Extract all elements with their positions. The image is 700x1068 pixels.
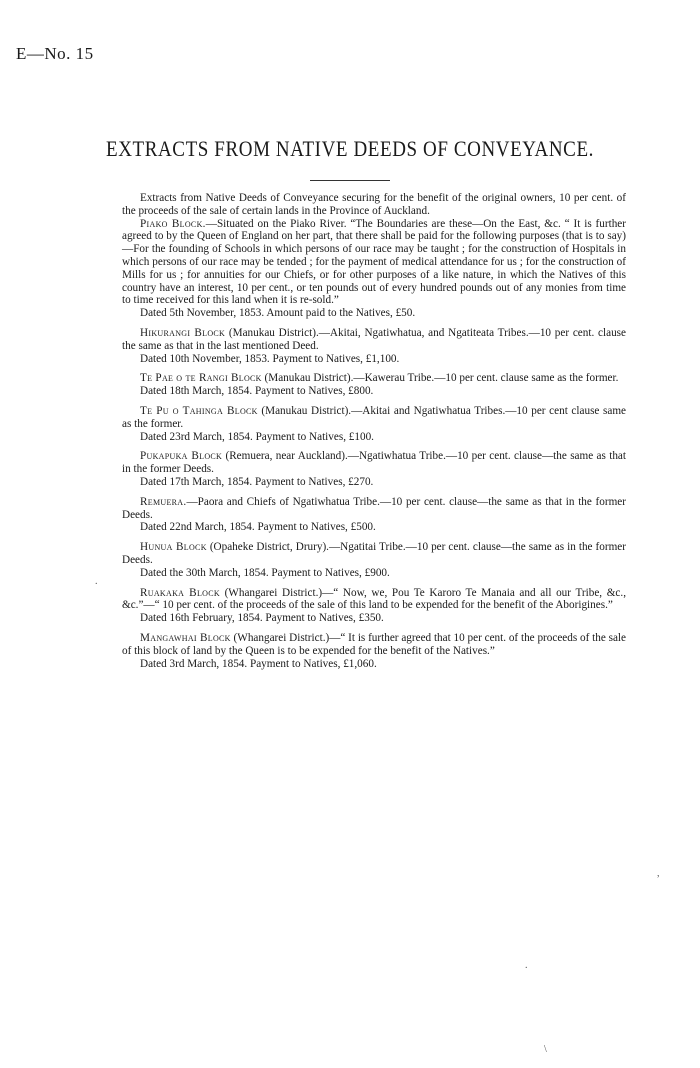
deed-entry: [122, 450, 626, 488]
deed-description: —Paora and Chiefs of Ngatiwhatua Tribe.—10 per cent. clause—the same as that in the former Deeds.: [122, 495, 626, 521]
deed-description: (Remuera, near Auckland).—Ngatiwhatua Tribe.—10 per cent. clause—the same as that in the former Deeds.: [122, 450, 626, 476]
document-body: [122, 192, 626, 677]
block-name: Pukapuka Block: [140, 450, 223, 463]
scan-speck: .: [95, 576, 98, 587]
deed-entries: [122, 218, 626, 671]
deed-entry: [122, 372, 626, 398]
deed-entry-text: [122, 372, 626, 385]
block-name: Te Pae o te Rangi Block: [140, 372, 262, 385]
deed-description: (Opaheke District, Drury).—Ngatitai Tribe.—10 per cent. clause—the same as in the former Deeds.: [122, 541, 626, 566]
deed-entry: [122, 496, 626, 534]
block-name: Hikurangi Block: [140, 326, 226, 339]
deed-entry: [122, 632, 626, 670]
deed-entry-text: [122, 632, 626, 658]
block-name: Hunua Block: [140, 541, 207, 554]
deed-entry-text: [122, 450, 626, 476]
deed-date-payment: Dated 18th March, 1854. Payment to Natives, £800.: [140, 385, 374, 398]
deed-description: (Whangarei District.)—“ It is further agreed that 10 per cent. of the proceeds of the sale of this block of land by the Queen is to be expended for the benefit of the Natives.”: [122, 631, 626, 657]
scan-speck: .: [525, 960, 528, 971]
deed-entry: [122, 405, 626, 443]
block-name: Remuera.: [140, 495, 187, 508]
deed-date-payment: Dated 3rd March, 1854. Payment to Natives, £1,060.: [140, 657, 377, 670]
deed-entry: [122, 327, 626, 365]
deed-entry-text: [122, 587, 626, 613]
document-reference: E—No. 15: [16, 44, 94, 63]
deed-description: (Whangarei District.)—“ Now, we, Pou Te Karoro Te Manaia and all our Tribe, &c., &c.”—“ 10 per cent. of the proceeds of the sale of this land to be expended for the benefit of the Aborigines.”: [122, 586, 626, 612]
deed-date-payment: Dated the 30th March, 1854. Payment to Natives, £900.: [140, 566, 390, 579]
scan-speck: \: [544, 1044, 547, 1055]
block-name: Piako Block.: [140, 217, 206, 230]
deed-entry-text: [122, 405, 626, 431]
deed-entry-text: [122, 496, 626, 522]
deed-entry-text: [122, 541, 626, 567]
deed-entry: [122, 587, 626, 625]
deed-entry-text: [122, 218, 626, 308]
deed-entry: [122, 218, 626, 320]
deed-entry-text: [122, 327, 626, 353]
block-name: Te Pu o Tahinga Block: [140, 404, 258, 417]
deed-description: (Manukau District).—Kawerau Tribe.—10 per cent. clause same as the former.: [261, 372, 619, 385]
deed-date-payment: Dated 10th November, 1853. Payment to Natives, £1,100.: [140, 352, 400, 365]
block-name: Mangawhai Block: [140, 631, 231, 644]
deed-date-payment: Dated 5th November, 1853. Amount paid to the Natives, £50.: [140, 307, 416, 320]
deed-description: (Manukau District).—Akitai, Ngatiwhatua, and Ngatiteata Tribes.—10 per cent. clause the same as that in the last mentioned Deed.: [122, 326, 626, 352]
deed-date-payment: Dated 23rd March, 1854. Payment to Natives, £100.: [140, 430, 374, 443]
title-divider: [310, 180, 390, 181]
deed-description: (Manukau District).—Akitai and Ngatiwhatua Tribes.—10 per cent clause same as the former.: [122, 404, 627, 430]
deed-date-payment: Dated 22nd March, 1854. Payment to Natives, £500.: [140, 521, 376, 534]
scan-speck: ,: [657, 868, 660, 879]
deed-date-payment: Dated 16th February, 1854. Payment to Natives, £350.: [140, 612, 384, 625]
block-name: Ruakaka Block: [140, 586, 220, 599]
deed-entry: [122, 541, 626, 579]
intro-paragraph: Extracts from Native Deeds of Conveyance securing for the benefit of the original owners, 10 per cent. of the proceeds of the sale of certain lands in the Province of Auckland.: [122, 192, 626, 217]
page-title: EXTRACTS FROM NATIVE DEEDS OF CONVEYANCE.: [105, 137, 594, 162]
deed-description: —Situated on the Piako River. “The Boundaries are these—On the East, &c. “ It is further agreed to by the Queen of England on her part, that there shall be paid for the following purposes (that is to say)—For the founding of Schools in which persons of our race may be taught ; for the construction of Hospitals in which persons of our race may be tended ; for the payment of medical attendance for us ; for the construction of Mills for us ; for annuities for our Chiefs, or for other purposes of a like nature, in which the Natives of this country have an interest, 10 per cent., or ten pounds out of every hundred pounds out of any monies from time to time received for this land when it is re-sold.”: [122, 217, 626, 307]
deed-date-payment: Dated 17th March, 1854. Payment to Natives, £270.: [140, 475, 374, 488]
